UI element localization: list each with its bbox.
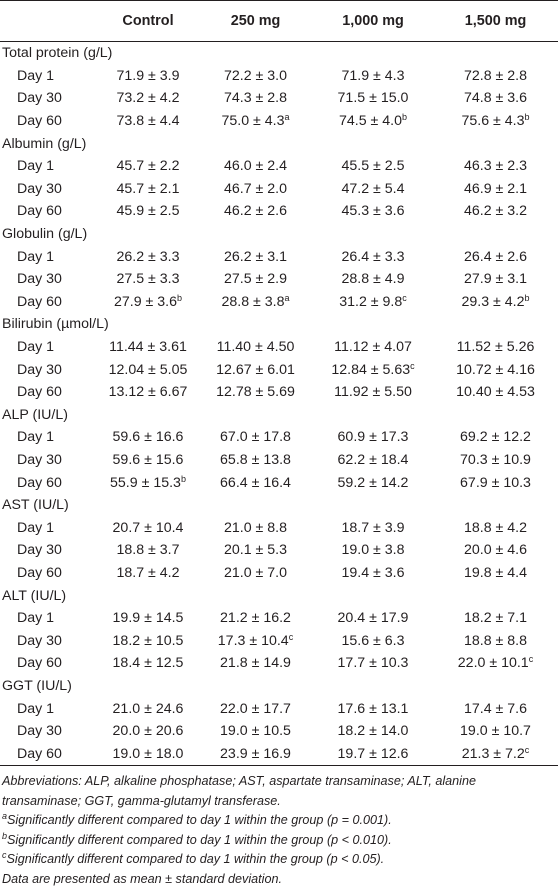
day-label: Day 30 (17, 180, 62, 197)
value-cell (433, 358, 558, 381)
cell-value: 74.5 ± 4.0 (338, 113, 402, 130)
day-label: Day 1 (17, 700, 55, 717)
cell-value: 13.12 ± 6.67 (108, 384, 188, 401)
table-body (0, 42, 558, 766)
significance-marker: c (288, 631, 294, 642)
cell-value: 69.2 ± 12.2 (460, 429, 531, 446)
group-row (0, 404, 558, 427)
cell-value: 28.8 ± 4.9 (341, 271, 405, 288)
header-row (0, 1, 558, 42)
cell-value: 46.7 ± 2.0 (223, 180, 287, 197)
cell-value: 73.8 ± 4.4 (116, 113, 180, 130)
cell-value: 10.40 ± 4.53 (456, 384, 535, 401)
table-row (0, 200, 558, 223)
group-label: Total protein (g/L) (2, 45, 113, 62)
significance-note (2, 831, 556, 851)
group-row (0, 584, 558, 607)
significance-notes (2, 811, 556, 870)
significance-marker: b (524, 292, 530, 303)
column-header: 1,000 mg (313, 1, 433, 42)
value-cell (313, 358, 433, 381)
table-row (0, 87, 558, 110)
cell-value: 47.2 ± 5.4 (341, 180, 405, 197)
value-cell (433, 652, 558, 675)
value-cell (313, 516, 433, 539)
cell-value: 74.3 ± 2.8 (223, 90, 287, 107)
cell-value: 15.6 ± 6.3 (341, 632, 405, 649)
cell-value: 17.3 ± 10.4 (217, 632, 289, 649)
table-row (0, 245, 558, 268)
cell-value: 12.67 ± 6.01 (216, 361, 295, 378)
value-cell (433, 291, 558, 314)
value-cell (198, 539, 313, 562)
cell-value: 27.5 ± 3.3 (116, 271, 180, 288)
value-cell (198, 426, 313, 449)
cell-value: 20.0 ± 20.6 (112, 723, 184, 740)
cell-value: 66.4 ± 16.4 (220, 474, 291, 491)
cell-value: 11.92 ± 5.50 (334, 384, 412, 401)
significance-marker: b (402, 112, 408, 123)
cell-value: 21.8 ± 14.9 (220, 655, 291, 672)
cell-value: 46.0 ± 2.4 (223, 158, 287, 175)
value-cell (313, 449, 433, 472)
note-marker: a (2, 811, 8, 822)
group-row (0, 223, 558, 246)
table-row (0, 358, 558, 381)
day-label: Day 1 (17, 519, 55, 536)
cell-value: 59.6 ± 16.6 (112, 429, 184, 446)
cell-value: 11.12 ± 4.07 (334, 339, 412, 356)
value-cell (98, 449, 198, 472)
table-row (0, 155, 558, 178)
day-label: Day 1 (17, 158, 55, 175)
table-row (0, 426, 558, 449)
cell-value: 45.9 ± 2.5 (116, 203, 180, 220)
value-cell (98, 65, 198, 88)
value-cell (433, 607, 558, 630)
value-cell (198, 178, 313, 201)
cell-value: 18.2 ± 10.5 (112, 632, 184, 649)
value-cell (198, 449, 313, 472)
value-cell (98, 336, 198, 359)
table-row (0, 336, 558, 359)
table-row (0, 562, 558, 585)
value-cell (98, 562, 198, 585)
value-cell (433, 471, 558, 494)
value-cell (313, 336, 433, 359)
cell-value: 20.7 ± 10.4 (112, 519, 184, 536)
value-cell (98, 697, 198, 720)
cell-value: 10.72 ± 4.16 (456, 361, 535, 378)
cell-value: 59.2 ± 14.2 (337, 474, 409, 491)
value-cell (198, 245, 313, 268)
day-label: Day 1 (17, 610, 55, 627)
value-cell (198, 358, 313, 381)
cell-value: 17.7 ± 10.3 (337, 655, 409, 672)
cell-value: 18.8 ± 4.2 (463, 519, 527, 536)
value-cell (98, 652, 198, 675)
note-text: Significantly different compared to day 1 within the group (p = 0.001). (7, 813, 392, 828)
significance-marker: c (402, 292, 407, 303)
day-label: Day 60 (17, 203, 62, 220)
value-cell (433, 516, 558, 539)
value-cell (198, 65, 313, 88)
value-cell (198, 629, 313, 652)
value-cell (433, 200, 558, 223)
day-label: Day 60 (17, 384, 62, 401)
significance-marker: b (524, 112, 530, 123)
table-row (0, 720, 558, 743)
cell-value: 75.6 ± 4.3 (461, 113, 525, 130)
cell-value: 72.2 ± 3.0 (223, 67, 287, 84)
cell-value: 62.2 ± 18.4 (337, 451, 409, 468)
value-cell (313, 562, 433, 585)
value-cell (313, 607, 433, 630)
value-cell (313, 110, 433, 133)
value-cell (313, 291, 433, 314)
day-label: Day 1 (17, 248, 55, 265)
cell-value: 21.2 ± 16.2 (220, 610, 291, 627)
cell-value: 19.9 ± 14.5 (112, 610, 184, 627)
value-cell (198, 291, 313, 314)
value-cell (98, 629, 198, 652)
group-label: Bilirubin (µmol/L) (2, 316, 109, 333)
day-label: Day 30 (17, 90, 62, 107)
cell-value: 46.2 ± 2.6 (223, 203, 287, 220)
cell-value: 26.4 ± 3.3 (341, 248, 405, 265)
value-cell (313, 200, 433, 223)
value-cell (98, 110, 198, 133)
value-cell (433, 539, 558, 562)
cell-value: 29.3 ± 4.2 (461, 293, 525, 310)
cell-value: 17.4 ± 7.6 (463, 700, 527, 717)
group-row (0, 675, 558, 698)
table-row (0, 449, 558, 472)
cell-value: 26.4 ± 2.6 (463, 248, 527, 265)
cell-value: 22.0 ± 17.7 (220, 700, 291, 717)
group-row (0, 132, 558, 155)
day-label: Day 60 (17, 474, 62, 491)
cell-value: 18.7 ± 4.2 (116, 564, 180, 581)
cell-value: 72.8 ± 2.8 (463, 67, 527, 84)
value-cell (98, 607, 198, 630)
cell-value: 55.9 ± 15.3 (110, 474, 181, 491)
cell-value: 21.0 ± 7.0 (223, 564, 287, 581)
cell-value: 18.2 ± 14.0 (337, 723, 409, 740)
day-label: Day 30 (17, 361, 62, 378)
value-cell (313, 381, 433, 404)
note-text: Significantly different compared to day 1 within the group (p < 0.05). (6, 852, 385, 867)
cell-value: 18.8 ± 3.7 (116, 542, 180, 559)
abbreviations-note: Abbreviations: ALP, alkaline phosphatase; AST, aspartate transaminase; ALT, alanine transaminase; GGT, gamma-glutamyl transferase. (2, 774, 476, 808)
cell-value: 60.9 ± 17.3 (337, 429, 409, 446)
value-cell (98, 539, 198, 562)
cell-value: 27.9 ± 3.6 (113, 293, 177, 310)
significance-marker: b (180, 473, 186, 484)
value-cell (198, 471, 313, 494)
value-cell (313, 720, 433, 743)
value-cell (433, 155, 558, 178)
value-cell (98, 268, 198, 291)
day-label: Day 30 (17, 723, 62, 740)
value-cell (198, 381, 313, 404)
cell-value: 19.4 ± 3.6 (341, 564, 405, 581)
cell-value: 71.9 ± 4.3 (341, 67, 405, 84)
group-label: Globulin (g/L) (2, 226, 88, 243)
cell-value: 67.9 ± 10.3 (460, 474, 531, 491)
table-row (0, 742, 558, 765)
value-cell (433, 697, 558, 720)
note-text: Significantly different compared to day 1 within the group (p < 0.010). (7, 832, 392, 847)
cell-value: 73.2 ± 4.2 (116, 90, 180, 107)
value-cell (313, 652, 433, 675)
value-cell (433, 426, 558, 449)
value-cell (98, 426, 198, 449)
value-cell (313, 426, 433, 449)
cell-value: 45.7 ± 2.2 (116, 158, 180, 175)
column-header: 250 mg (198, 1, 313, 42)
value-cell (313, 65, 433, 88)
day-label: Day 60 (17, 293, 62, 310)
cell-value: 12.78 ± 5.69 (216, 384, 295, 401)
header-blank (0, 1, 98, 42)
value-cell (433, 336, 558, 359)
value-cell (433, 65, 558, 88)
value-cell (98, 178, 198, 201)
value-cell (433, 629, 558, 652)
value-cell (198, 697, 313, 720)
table-row (0, 110, 558, 133)
table-row (0, 178, 558, 201)
value-cell (198, 607, 313, 630)
note-marker: b (2, 830, 8, 841)
cell-value: 18.7 ± 3.9 (341, 519, 405, 536)
value-cell (313, 87, 433, 110)
cell-value: 11.52 ± 5.26 (456, 339, 535, 356)
cell-value: 71.9 ± 3.9 (116, 67, 180, 84)
group-label: Albumin (g/L) (2, 135, 87, 152)
value-cell (433, 742, 558, 765)
day-label: Day 30 (17, 271, 62, 288)
value-cell (433, 449, 558, 472)
table-row (0, 291, 558, 314)
value-cell (433, 178, 558, 201)
cell-value: 59.6 ± 15.6 (112, 451, 184, 468)
cell-value: 31.2 ± 9.8 (339, 293, 403, 310)
group-label: ALP (IU/L) (2, 406, 68, 423)
cell-value: 17.6 ± 13.1 (337, 700, 409, 717)
group-row (0, 494, 558, 517)
table-row (0, 652, 558, 675)
value-cell (198, 742, 313, 765)
cell-value: 65.8 ± 13.8 (220, 451, 291, 468)
significance-marker: c (528, 654, 534, 665)
value-cell (98, 245, 198, 268)
cell-value: 46.3 ± 2.3 (463, 158, 527, 175)
cell-value: 18.2 ± 7.1 (463, 610, 527, 627)
group-label: GGT (IU/L) (2, 677, 72, 694)
significance-note (2, 811, 556, 831)
cell-value: 27.5 ± 2.9 (223, 271, 287, 288)
value-cell (313, 742, 433, 765)
table-row (0, 65, 558, 88)
cell-value: 27.9 ± 3.1 (463, 271, 527, 288)
significance-marker: a (284, 292, 290, 303)
value-cell (313, 268, 433, 291)
cell-value: 19.0 ± 3.8 (341, 542, 405, 559)
cell-value: 20.1 ± 5.3 (223, 542, 287, 559)
cell-value: 21.0 ± 24.6 (112, 700, 184, 717)
table-row (0, 471, 558, 494)
cell-value: 21.3 ± 7.2 (461, 745, 525, 762)
value-cell (98, 471, 198, 494)
value-cell (198, 268, 313, 291)
value-cell (313, 155, 433, 178)
cell-value: 28.8 ± 3.8 (221, 293, 285, 310)
day-label: Day 30 (17, 542, 62, 559)
cell-value: 67.0 ± 17.8 (220, 429, 291, 446)
table-row (0, 607, 558, 630)
cell-value: 46.2 ± 3.2 (463, 203, 527, 220)
day-label: Day 30 (17, 632, 62, 649)
table-row (0, 381, 558, 404)
cell-value: 19.8 ± 4.4 (463, 564, 527, 581)
cell-value: 11.40 ± 4.50 (216, 339, 295, 356)
value-cell (433, 381, 558, 404)
table-row (0, 629, 558, 652)
value-cell (98, 87, 198, 110)
value-cell (198, 200, 313, 223)
value-cell (433, 245, 558, 268)
table-row (0, 539, 558, 562)
cell-value: 12.84 ± 5.63 (331, 361, 411, 378)
group-label: ALT (IU/L) (2, 587, 67, 604)
value-cell (198, 652, 313, 675)
cell-value: 20.4 ± 17.9 (337, 610, 409, 627)
cell-value: 26.2 ± 3.1 (223, 248, 287, 265)
value-cell (313, 539, 433, 562)
note-marker: c (2, 850, 7, 861)
cell-value: 12.04 ± 5.05 (108, 361, 188, 378)
significance-marker: b (177, 292, 183, 303)
value-cell (98, 200, 198, 223)
cell-value: 45.7 ± 2.1 (116, 180, 180, 197)
cell-value: 22.0 ± 10.1 (457, 655, 529, 672)
day-label: Day 1 (17, 429, 55, 446)
value-cell (198, 336, 313, 359)
cell-value: 45.3 ± 3.6 (341, 203, 405, 220)
value-cell (313, 178, 433, 201)
table-footnotes (0, 766, 558, 890)
cell-value: 19.0 ± 18.0 (112, 745, 184, 762)
significance-note (2, 850, 556, 870)
value-cell (433, 720, 558, 743)
cell-value: 18.4 ± 12.5 (112, 655, 184, 672)
value-cell (433, 87, 558, 110)
day-label: Day 60 (17, 113, 62, 130)
cell-value: 18.8 ± 8.8 (463, 632, 527, 649)
cell-value: 19.0 ± 10.7 (460, 723, 531, 740)
value-cell (198, 110, 313, 133)
group-row (0, 313, 558, 336)
value-cell (433, 110, 558, 133)
cell-value: 70.3 ± 10.9 (460, 451, 531, 468)
cell-value: 11.44 ± 3.61 (109, 339, 187, 356)
data-note: Data are presented as mean ± standard deviation. (2, 871, 282, 886)
cell-value: 74.8 ± 3.6 (463, 90, 527, 107)
cell-value: 23.9 ± 16.9 (220, 745, 291, 762)
cell-value: 20.0 ± 4.6 (463, 542, 527, 559)
day-label: Day 1 (17, 67, 55, 84)
value-cell (98, 720, 198, 743)
value-cell (198, 87, 313, 110)
value-cell (98, 155, 198, 178)
day-label: Day 1 (17, 339, 55, 356)
significance-marker: c (524, 744, 530, 755)
value-cell (313, 245, 433, 268)
day-label: Day 60 (0, 742, 98, 765)
value-cell (198, 516, 313, 539)
cell-value: 19.7 ± 12.6 (337, 745, 409, 762)
day-label: Day 60 (17, 655, 62, 672)
cell-value: 26.2 ± 3.3 (116, 248, 180, 265)
significance-marker: a (284, 112, 290, 123)
value-cell (198, 155, 313, 178)
value-cell (98, 291, 198, 314)
table-row (0, 697, 558, 720)
value-cell (98, 516, 198, 539)
value-cell (433, 268, 558, 291)
table-row (0, 516, 558, 539)
cell-value: 19.0 ± 10.5 (220, 723, 291, 740)
day-label: Day 30 (17, 451, 62, 468)
table-row (0, 268, 558, 291)
cell-value: 75.0 ± 4.3 (221, 113, 285, 130)
day-label: Day 60 (17, 564, 62, 581)
cell-value: 21.0 ± 8.8 (223, 519, 287, 536)
value-cell (433, 562, 558, 585)
cell-value: 46.9 ± 2.1 (463, 180, 527, 197)
cell-value: 71.5 ± 15.0 (337, 90, 409, 107)
value-cell (313, 471, 433, 494)
significance-marker: c (410, 360, 415, 371)
value-cell (313, 697, 433, 720)
cell-value: 45.5 ± 2.5 (341, 158, 405, 175)
column-header: Control (98, 1, 198, 42)
group-label: AST (IU/L) (2, 497, 69, 514)
value-cell (98, 381, 198, 404)
value-cell (198, 720, 313, 743)
value-cell (98, 358, 198, 381)
column-header: 1,500 mg (433, 1, 558, 42)
group-row (0, 42, 558, 65)
value-cell (198, 562, 313, 585)
value-cell (313, 629, 433, 652)
value-cell (98, 742, 198, 765)
